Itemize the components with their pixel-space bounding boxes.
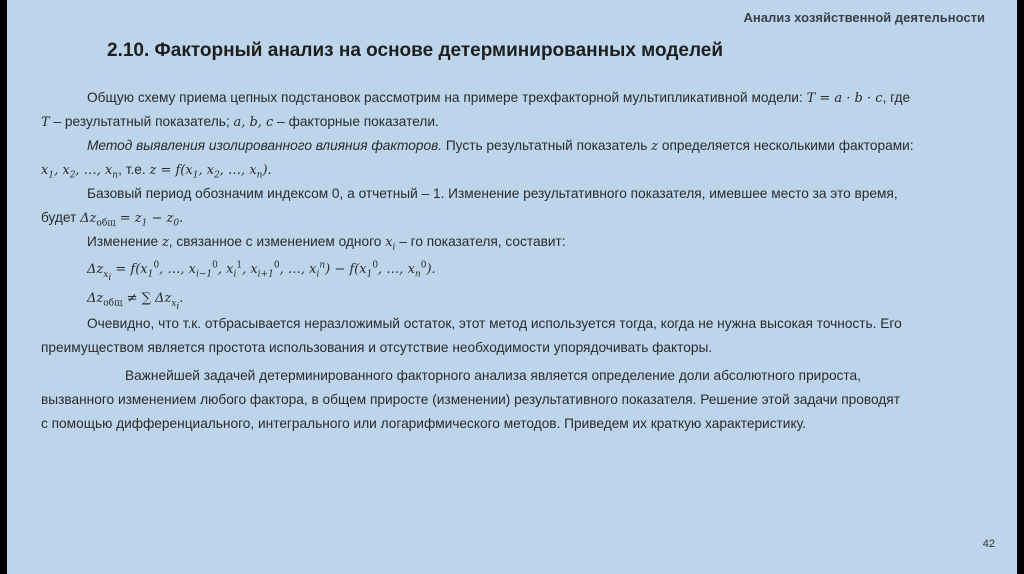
formula-delta-xi: $\Delta z_{x_i} = f(x_1^0$, …, $x_{i-1}^0$, $x_i^1$, $x_{i+1}^0$, …, $x_i^n) - f(x_1^0$, …, $x_n^0$).: [87, 260, 436, 283]
formula-inequality: $\Delta z_{общ}$ ≠ ∑ $\Delta z_{x_i}$.: [87, 291, 184, 312]
text: – го показателя, составит:: [399, 234, 566, 249]
formula-factors: $x_1$, $x_2$, …, $x_n$: [41, 163, 119, 181]
text: будет: [41, 210, 77, 225]
text: – результатный показатель;: [53, 114, 230, 129]
text: Важнейшей задачей детерминированного факторного анализа является определение доли абсолютного прироста,: [125, 368, 861, 383]
text: преимуществом является простота использования и отсутствие необходимости упорядочивать факторы.: [41, 340, 713, 355]
text: с помощью дифференциального, интегрального или логарифмического методов. Приведем их краткую характеристику.: [41, 416, 806, 431]
slide-content: [41, 86, 997, 436]
text: , где: [882, 90, 911, 105]
text: Базовый период обозначим индексом 0, а отчетный – 1. Изменение результативного показателя, имевшее место за это время,: [87, 186, 898, 201]
paragraph-6-line-3: [41, 412, 997, 436]
text: Общую схему приема цепных подстановок рассмотрим на примере трехфакторной мультипликативной модели:: [87, 90, 803, 105]
method-heading: Метод выявления изолированного влияния факторов.: [87, 138, 443, 153]
formula-xi: $x_i$: [385, 235, 396, 253]
paragraph-2-line-2: [41, 158, 997, 182]
paragraph-1-line-2: [41, 110, 997, 134]
text: Пусть результатный показатель: [445, 138, 648, 153]
paragraph-1-line-1: [41, 86, 997, 110]
slide-title: 2.10. Факторный анализ на основе детерминированных моделей: [107, 40, 724, 61]
formula-z: z: [651, 139, 659, 154]
formula-T: T: [41, 115, 50, 130]
text: Очевидно, что т.к. отбрасывается неразложимый остаток, этот метод используется тогда, когда не нужна высокая точность. Его: [87, 316, 902, 331]
page-number: 42: [982, 538, 995, 550]
text: определяется несколькими факторами:: [661, 138, 914, 153]
paragraph-3-line-1: [41, 182, 997, 206]
paragraph-6-line-1: [41, 360, 997, 388]
text: Изменение: [87, 234, 159, 249]
paragraph-2-line-1: [41, 134, 997, 158]
formula-inequality-line: [41, 284, 997, 312]
text: – факторные показатели.: [277, 114, 439, 129]
formula-delta-total: $\Delta z_{общ} = z_1 - z_0$.: [80, 211, 184, 229]
paragraph-3-line-2: [41, 206, 997, 230]
paragraph-5-line-2: [41, 336, 997, 360]
course-title: Анализ хозяйственной деятельности: [743, 10, 985, 25]
paragraph-4-line-1: [41, 230, 997, 254]
paragraph-5-line-1: [41, 312, 997, 336]
text: , т.е.: [118, 162, 146, 177]
slide: [7, 0, 1017, 574]
formula-model: T = a · b · c: [806, 91, 883, 106]
formula-function: $z = f(x_1$, $x_2$, …, $x_n$).: [149, 163, 272, 181]
formula-delta-xi-line: [41, 254, 997, 284]
formula-abc: a, b, c: [233, 115, 274, 130]
text: вызванного изменением любого фактора, в общем приросте (изменении) результативного показателя. Решение этой задачи проводят: [41, 392, 900, 407]
paragraph-6-line-2: [41, 388, 997, 412]
formula-z: z: [161, 235, 169, 250]
text: , связанное с изменением одного: [168, 234, 382, 249]
